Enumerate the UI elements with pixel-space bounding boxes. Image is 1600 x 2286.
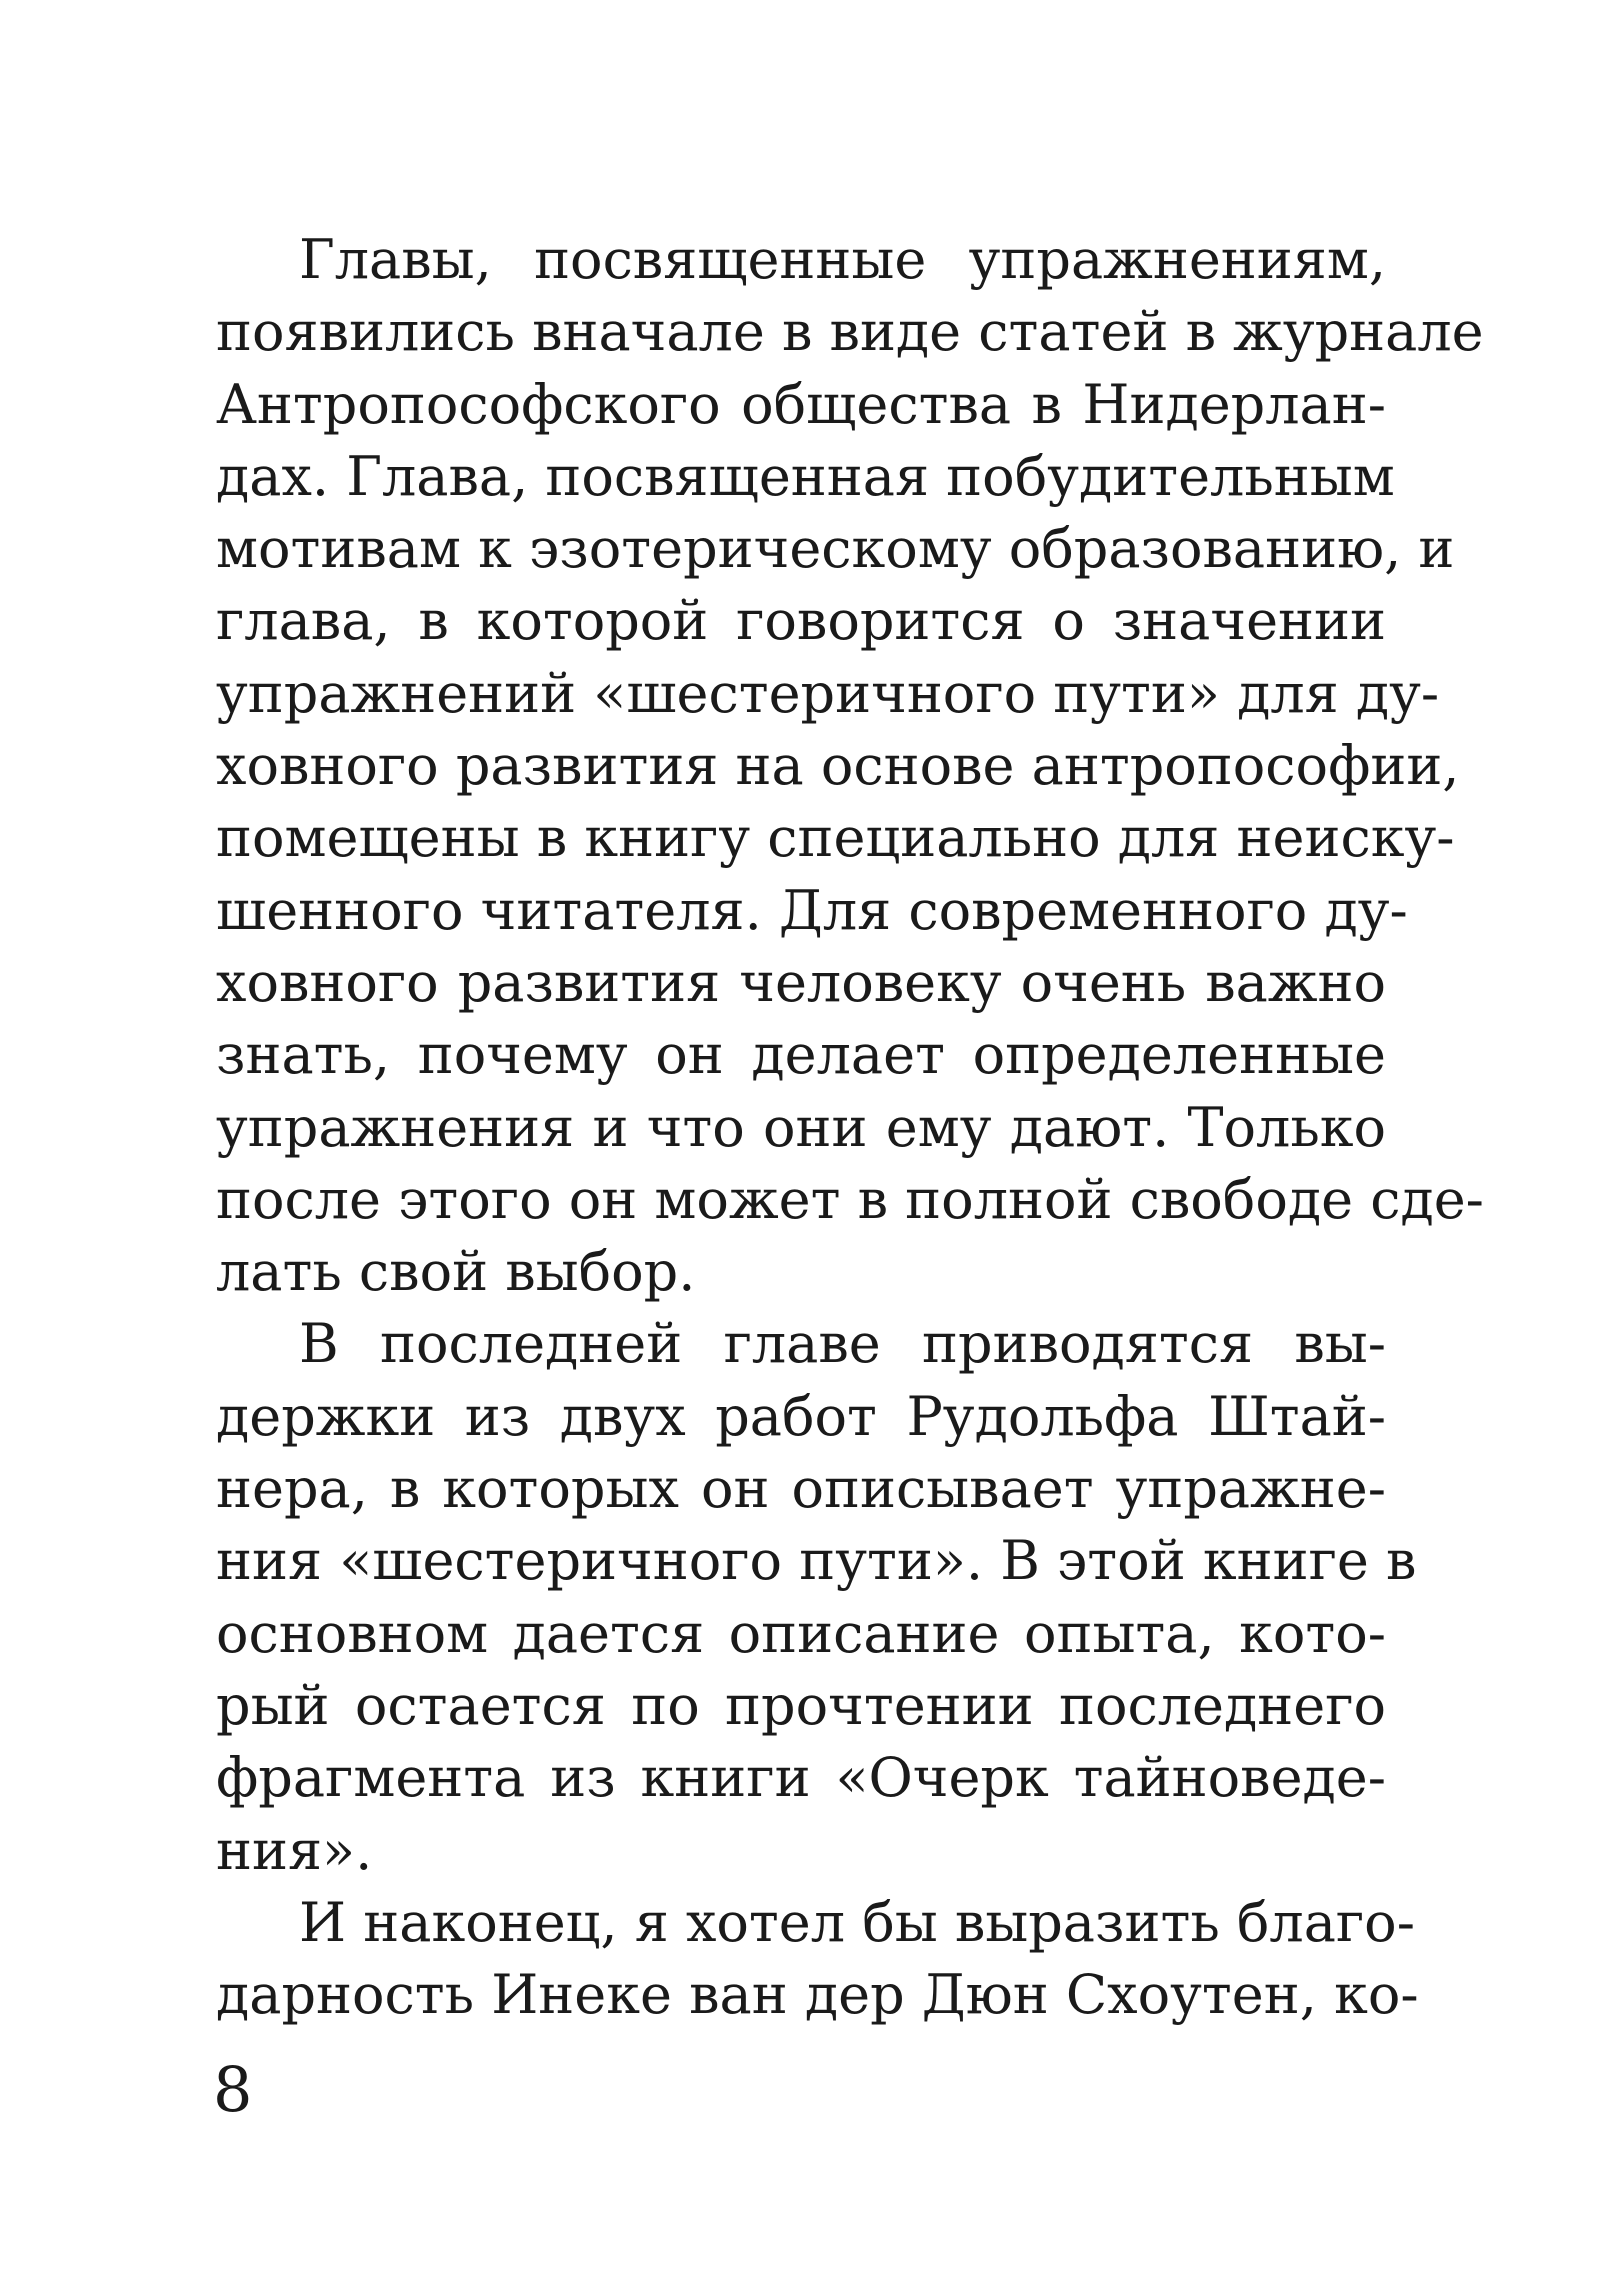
text-line: ния «шестеричного пути». В этой книге в bbox=[216, 1529, 1417, 1593]
text-line: основном дается описание опыта, кото- bbox=[216, 1601, 1386, 1665]
body-text bbox=[216, 224, 1484, 2031]
text-line: рый остается по прочтении последнего bbox=[216, 1673, 1386, 1737]
text-line: помещены в книгу специально для неиску- bbox=[216, 806, 1455, 870]
text-line: упражнения и что они ему дают. Только bbox=[216, 1095, 1386, 1159]
text-line: нера, в которых он описывает упражне- bbox=[216, 1457, 1386, 1521]
text-line: глава, в которой говорится о значении bbox=[216, 589, 1386, 653]
text-line: после этого он может в полной свободе сде- bbox=[216, 1167, 1484, 1231]
text-line: Антропософского общества в Нидерлан- bbox=[216, 372, 1386, 436]
text-line: лать свой выбор. bbox=[216, 1240, 696, 1304]
text-line: дах. Глава, посвященная побудительным bbox=[216, 444, 1395, 508]
text-line: ховного развития человеку очень важно bbox=[216, 950, 1386, 1014]
text-line: упражнений «шестеричного пути» для ду- bbox=[216, 661, 1440, 725]
page-number: 8 bbox=[213, 2053, 253, 2126]
text-line: В последней главе приводятся вы- bbox=[299, 1312, 1386, 1376]
text-line: держки из двух работ Рудольфа Штай- bbox=[216, 1384, 1386, 1448]
text-line: фрагмента из книги «Очерк тайноведе- bbox=[216, 1746, 1386, 1810]
text-line: ховного развития на основе антропософии, bbox=[216, 734, 1460, 798]
text-line: дарность Инеке ван дер Дюн Схоутен, ко- bbox=[216, 1963, 1419, 2027]
text-line: И наконец, я хотел бы выразить благо- bbox=[299, 1890, 1415, 1954]
text-line: появились вначале в виде статей в журнале bbox=[216, 300, 1484, 364]
text-line: мотивам к эзотерическому образованию, и bbox=[216, 517, 1455, 581]
text-line: ния». bbox=[216, 1818, 373, 1882]
text-line: знать, почему он делает определенные bbox=[216, 1023, 1386, 1087]
text-line: шенного читателя. Для современного ду- bbox=[216, 878, 1408, 942]
text-line: Главы, посвященные упражнениям, bbox=[299, 228, 1386, 291]
